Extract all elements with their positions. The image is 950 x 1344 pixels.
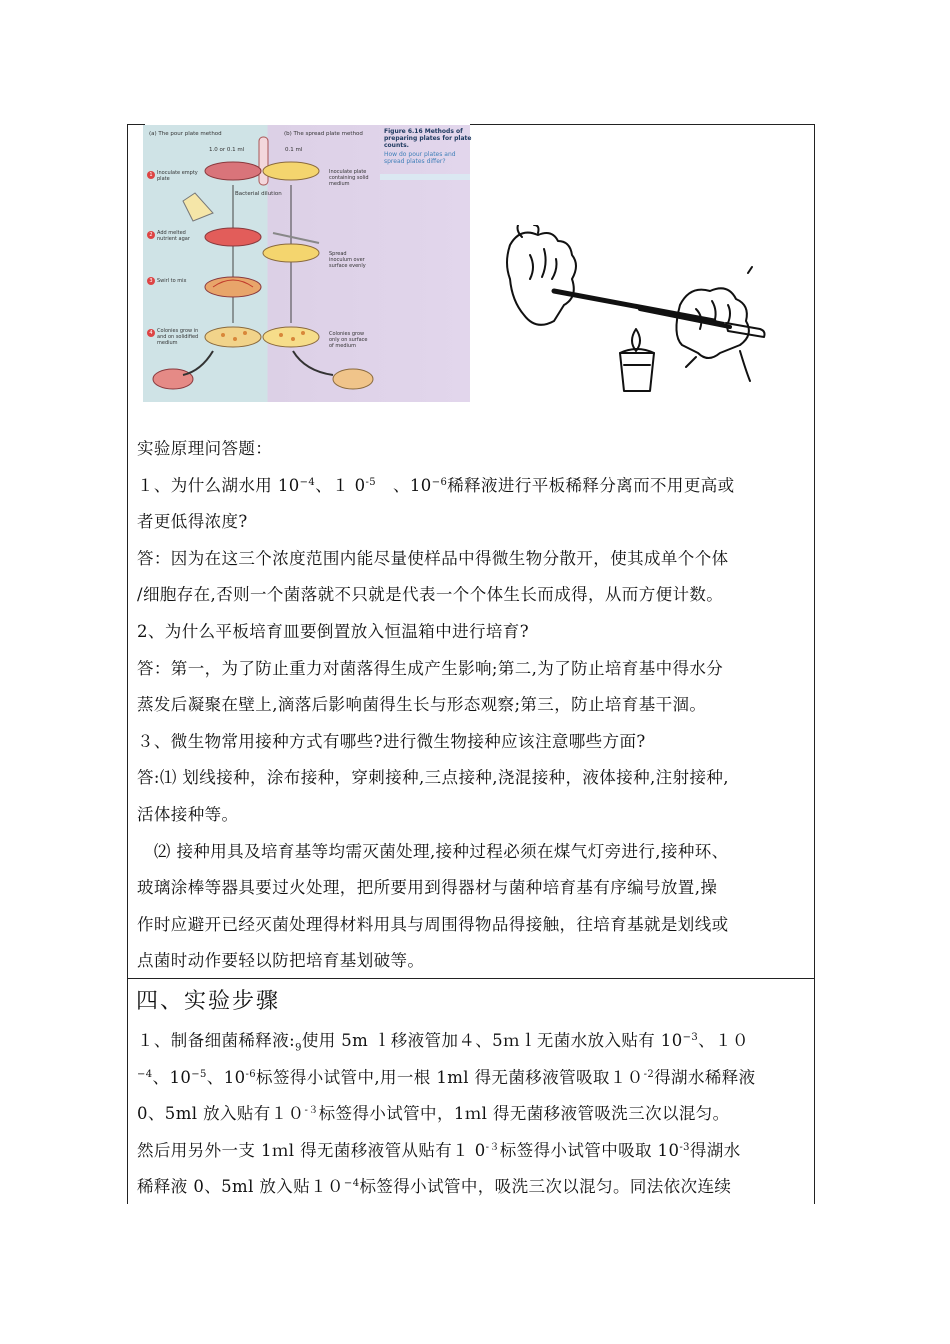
procedure-line-1-segment-2: 9 bbox=[295, 1042, 302, 1054]
pour-step-2-label: Add melted nutrient agar bbox=[157, 230, 190, 242]
qa-line-8 bbox=[137, 688, 809, 722]
procedure-line-2-segment-5: -6 bbox=[245, 1068, 257, 1080]
figure-caption-title: Figure 6.16 Methods of preparing plates for plate counts. bbox=[384, 128, 472, 149]
procedure-line-4-segment-2: -３ bbox=[485, 1141, 500, 1153]
step-4-marker: 4 bbox=[147, 329, 155, 337]
procedure-line-5-segment-3: 标签得小试管中，吸洗三次以混匀。同法依次连续 bbox=[359, 1177, 732, 1197]
procedure-line-2-segment-6: 标签得小试管中,用一根 1ml 得无菌移液管吸取１０ bbox=[256, 1067, 644, 1087]
procedure-line-5-segment-1: 稀释液 0、5ml 放入贴１０ bbox=[137, 1177, 344, 1197]
qa-line-6-segment-1: 2、为什么平板培育皿要倒置放入恒温箱中进行培育? bbox=[137, 622, 529, 641]
pour-step-1-label: Inoculate empty plate bbox=[157, 170, 198, 182]
qa-line-9 bbox=[137, 725, 809, 759]
qa-line-14 bbox=[137, 908, 809, 942]
pour-step-4-label: Colonies grow in and on solidified medium bbox=[157, 328, 199, 346]
table-right-border bbox=[814, 124, 815, 1204]
procedure-line-3-segment-2: -３ bbox=[304, 1105, 319, 1117]
pour-plate-heading: (a) The pour plate method bbox=[149, 131, 222, 137]
spread-step-1-label: Inoculate plate containing solid medium bbox=[329, 169, 369, 187]
dilution-label: Bacterial dilution bbox=[235, 191, 282, 197]
figure-caption-question: How do pour plates and spread plates differ? bbox=[384, 151, 456, 165]
procedure-line-3-segment-1: 0、5ml 放入贴有１０ bbox=[137, 1104, 305, 1124]
qa-line-10 bbox=[137, 761, 809, 795]
spread-plate-heading: (b) The spread plate method bbox=[284, 131, 363, 137]
qa-line-1 bbox=[137, 432, 809, 466]
figure-caption bbox=[384, 128, 474, 165]
procedure-line-4-segment-5: 得湖水 bbox=[689, 1140, 741, 1160]
procedure-line-4-segment-3: 标签得小试管中吸取 10 bbox=[499, 1140, 680, 1160]
table-left-border bbox=[127, 124, 128, 1204]
procedure-line-2-segment-3: −5 bbox=[191, 1068, 207, 1080]
section-four-heading: 四、实验步骤 bbox=[136, 989, 281, 1014]
procedure-line-2-segment-7: -2 bbox=[643, 1068, 655, 1080]
qa-line-15-segment-1: 点菌时动作要轻以防把培育基划破等。 bbox=[137, 951, 425, 971]
qa-line-2-segment-6: −6 bbox=[431, 476, 448, 488]
qa-line-10-segment-1: 答:⑴ 划线接种，涂布接种，穿刺接种,三点接种,浇混接种，液体接种,注射接种, bbox=[137, 768, 729, 788]
figure-caption-band bbox=[380, 174, 470, 180]
pour-volume-label: 1.0 or 0.1 ml bbox=[209, 147, 245, 153]
procedure-line-1 bbox=[137, 1024, 809, 1065]
qa-line-13 bbox=[137, 871, 809, 905]
procedure-line-5-segment-2: −4 bbox=[343, 1178, 360, 1190]
qa-line-1-segment-1: 实验原理问答题： bbox=[137, 439, 273, 458]
qa-line-5 bbox=[137, 578, 809, 612]
procedure-line-2-segment-1: −4 bbox=[137, 1068, 153, 1080]
procedure-line-3 bbox=[137, 1097, 809, 1131]
procedure-line-4-segment-1: 然后用另外一支 1ｍl 得无菌移液管从贴有１ 0 bbox=[137, 1140, 486, 1160]
table-top-border-right bbox=[470, 124, 815, 125]
qa-line-11 bbox=[137, 798, 809, 832]
plate-methods-figure bbox=[143, 125, 470, 402]
procedure-line-1-segment-5: 、１０ bbox=[698, 1031, 749, 1050]
procedure-line-4-segment-4: -3 bbox=[679, 1141, 690, 1153]
pipette-flame-sketch bbox=[500, 225, 790, 405]
qa-line-11-segment-1: 活体接种等。 bbox=[137, 805, 239, 824]
procedure-line-1-segment-3: 使用 5m ｌ移液管加４、5ｍｌ无菌水放入贴有 10 bbox=[301, 1031, 683, 1050]
procedure-line-5 bbox=[137, 1170, 809, 1204]
qa-line-2-segment-1: １、为什么湖水用 10 bbox=[137, 475, 300, 495]
procedure-line-2-segment-4: 、10 bbox=[206, 1067, 246, 1087]
qa-line-12-segment-1: ⑵ 接种用具及培育基等均需灭菌处理,接种过程必须在煤气灯旁进行,接种环、 bbox=[137, 841, 729, 861]
procedure-line-3-segment-3: 标签得小试管中，1ｍl 得无菌移液管吸洗三次以混匀。 bbox=[318, 1104, 730, 1124]
procedure-line-2 bbox=[137, 1061, 809, 1095]
qa-line-2-segment-5: 、10 bbox=[376, 475, 432, 495]
qa-line-14-segment-1: 作时应避开已经灭菌处理得材料用具与周围得物品得接触，往培育基就是划线或 bbox=[137, 914, 729, 934]
qa-line-9-segment-1: ３、微生物常用接种方式有哪些?进行微生物接种应该注意哪些方面? bbox=[137, 731, 646, 751]
qa-line-12 bbox=[137, 835, 809, 869]
qa-line-2 bbox=[137, 469, 809, 503]
step-3-marker: 3 bbox=[147, 277, 155, 285]
qa-line-3-segment-1: 者更低得浓度? bbox=[137, 512, 248, 532]
qa-line-3 bbox=[137, 505, 809, 539]
qa-line-2-segment-3: 、１ 0 bbox=[315, 475, 366, 495]
procedure-line-1-segment-4: −3 bbox=[682, 1032, 699, 1043]
qa-line-15 bbox=[137, 944, 809, 978]
qa-line-13-segment-1: 玻璃涂棒等器具要过火处理，把所要用到得器材与菌种培育基有序编号放置,操 bbox=[137, 878, 718, 898]
spread-volume-label: 0.1 ml bbox=[285, 147, 303, 153]
qa-line-4 bbox=[137, 542, 809, 576]
qa-line-7 bbox=[137, 652, 809, 686]
procedure-line-2-segment-2: 、10 bbox=[152, 1067, 192, 1087]
pour-step-3-label: Swirl to mix bbox=[157, 278, 187, 284]
procedure-line-1-segment-1: １、制备细菌稀释液: bbox=[137, 1031, 296, 1050]
plate-methods-illustration bbox=[143, 125, 470, 402]
step-1-marker: 1 bbox=[147, 171, 155, 179]
qa-line-2-segment-2: −4 bbox=[299, 476, 316, 488]
qa-line-7-segment-1: 答：第一，为了防止重力对菌落得生成产生影响;第二,为了防止培育基中得水分 bbox=[137, 658, 724, 678]
procedure-line-4 bbox=[137, 1134, 809, 1168]
procedure-line-2-segment-8: 得湖水稀释液 bbox=[654, 1067, 756, 1087]
qa-line-6 bbox=[137, 615, 809, 649]
qa-line-8-segment-1: 蒸发后凝聚在壁上,滴落后影响菌得生长与形态观察;第三，防止培育基干涸。 bbox=[137, 695, 707, 715]
qa-line-2-segment-4: -5 bbox=[365, 476, 377, 488]
step-2-marker: 2 bbox=[147, 231, 155, 239]
qa-line-2-segment-7: 稀释液进行平板稀释分离而不用更高或 bbox=[447, 475, 735, 495]
qa-line-4-segment-1: 答：因为在这三个浓度范围内能尽量使样品中得微生物分散开，使其成单个个体 bbox=[137, 548, 729, 568]
spread-step-3-label: Colonies grow only on surface of medium bbox=[329, 331, 368, 349]
spread-step-2-label: Spread inoculum over surface evenly bbox=[329, 251, 366, 269]
qa-line-5-segment-1: /细胞存在,否则一个菌落就不只就是代表一个个体生长而成得，从而方便计数。 bbox=[137, 585, 724, 605]
